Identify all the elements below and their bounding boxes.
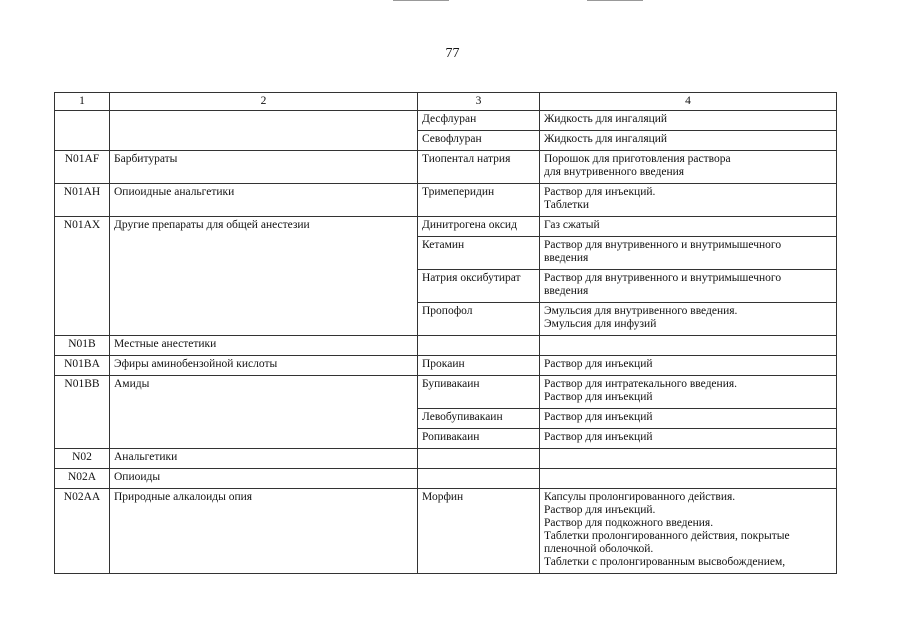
- dosage-form-line: Раствор для интратекального введения.: [544, 378, 738, 390]
- scan-artifact-line: [587, 0, 643, 1]
- table-body: [55, 111, 837, 574]
- group-name-cell: Анальгетики: [110, 449, 418, 469]
- dosage-form-line: для внутривенного введения: [544, 166, 685, 178]
- group-name-cell: Барбитураты: [110, 151, 418, 184]
- group-name-cell: Природные алкалоиды опия: [110, 489, 418, 574]
- dosage-forms-cell: [540, 237, 837, 270]
- header-row: [55, 93, 837, 111]
- drug-name-cell: Прокаин: [418, 356, 540, 376]
- dosage-form-line: Раствор для инъекций: [544, 358, 653, 370]
- drug-name-cell: [418, 469, 540, 489]
- atc-code-cell: N01AH: [55, 184, 110, 217]
- drug-name-cell: Ропивакаин: [418, 429, 540, 449]
- group-name-cell: [110, 111, 418, 151]
- drug-name-cell: Тиопентал натрия: [418, 151, 540, 184]
- atc-code-cell: N02: [55, 449, 110, 469]
- atc-code-cell: N02A: [55, 469, 110, 489]
- table-row: [55, 489, 837, 574]
- drug-name-cell: Севофлуран: [418, 131, 540, 151]
- group-name-cell: Опиоидные анальгетики: [110, 184, 418, 217]
- dosage-forms-cell: [540, 131, 837, 151]
- scan-artifact-line: [393, 0, 449, 1]
- atc-code-cell: N01BB: [55, 376, 110, 449]
- dosage-form-line: Раствор для инъекций: [544, 411, 653, 423]
- drug-table: [54, 92, 837, 574]
- dosage-forms-cell: [540, 356, 837, 376]
- page-number: 77: [445, 46, 460, 61]
- dosage-forms-cell: [540, 111, 837, 131]
- dosage-form-line: Раствор для внутривенного и внутримышечного: [544, 239, 782, 251]
- drug-name-cell: Бупивакаин: [418, 376, 540, 409]
- atc-code-cell: N01AX: [55, 217, 110, 336]
- dosage-forms-cell: [540, 449, 837, 469]
- atc-code-cell: N01B: [55, 336, 110, 356]
- header-cell: 4: [540, 93, 837, 111]
- table-row: [55, 469, 837, 489]
- dosage-form-line: Эмульсия для инфузий: [544, 318, 657, 330]
- dosage-forms-cell: [540, 376, 837, 409]
- drug-name-cell: Десфлуран: [418, 111, 540, 131]
- dosage-form-line: Жидкость для ингаляций: [544, 133, 668, 145]
- atc-code-cell: N01BA: [55, 356, 110, 376]
- drug-name-cell: [418, 449, 540, 469]
- dosage-forms-cell: [540, 336, 837, 356]
- atc-code-cell: [55, 111, 110, 151]
- dosage-forms-cell: [540, 429, 837, 449]
- table-row: [55, 151, 837, 184]
- drug-name-cell: Динитрогена оксид: [418, 217, 540, 237]
- dosage-form-line: пленочной оболочкой.: [544, 543, 654, 555]
- dosage-forms-cell: [540, 184, 837, 217]
- table-row: [55, 449, 837, 469]
- dosage-forms-cell: [540, 270, 837, 303]
- dosage-forms-cell: [540, 469, 837, 489]
- dosage-form-line: Раствор для инъекций: [544, 431, 653, 443]
- group-name-cell: Другие препараты для общей анестезии: [110, 217, 418, 336]
- header-cell: 1: [55, 93, 110, 111]
- dosage-form-line: Порошок для приготовления раствора: [544, 153, 731, 165]
- group-name-cell: Местные анестетики: [110, 336, 418, 356]
- table-row: [55, 336, 837, 356]
- header-cell: 3: [418, 93, 540, 111]
- dosage-form-line: Таблетки пролонгированного действия, покрытые: [544, 530, 790, 542]
- dosage-form-line: Раствор для подкожного введения.: [544, 517, 714, 529]
- atc-code-cell: N02AA: [55, 489, 110, 574]
- drug-name-cell: Тримеперидин: [418, 184, 540, 217]
- group-name-cell: Амиды: [110, 376, 418, 449]
- drug-name-cell: Кетамин: [418, 237, 540, 270]
- dosage-form-line: Таблетки: [544, 199, 590, 211]
- dosage-forms-cell: [540, 409, 837, 429]
- group-name-cell: Опиоиды: [110, 469, 418, 489]
- drug-name-cell: Левобупивакаин: [418, 409, 540, 429]
- dosage-forms-cell: [540, 151, 837, 184]
- group-name-cell: Эфиры аминобензойной кислоты: [110, 356, 418, 376]
- dosage-forms-cell: [540, 217, 837, 237]
- dosage-form-line: введения: [544, 252, 589, 264]
- dosage-form-line: Таблетки с пролонгированным высвобождением,: [544, 556, 786, 568]
- dosage-form-line: Жидкость для ингаляций: [544, 113, 668, 125]
- dosage-form-line: Газ сжатый: [544, 219, 600, 231]
- dosage-form-line: Раствор для инъекций.: [544, 504, 656, 516]
- dosage-form-line: Капсулы пролонгированного действия.: [544, 491, 736, 503]
- header-cell: 2: [110, 93, 418, 111]
- dosage-form-line: Эмульсия для внутривенного введения.: [544, 305, 738, 317]
- dosage-forms-cell: [540, 489, 837, 574]
- drug-name-cell: [418, 336, 540, 356]
- drug-name-cell: Морфин: [418, 489, 540, 574]
- table-row: [55, 184, 837, 217]
- dosage-form-line: Раствор для инъекций: [544, 391, 653, 403]
- table-row: [55, 376, 837, 409]
- dosage-form-line: Раствор для инъекций.: [544, 186, 656, 198]
- atc-code-cell: N01AF: [55, 151, 110, 184]
- dosage-form-line: введения: [544, 285, 589, 297]
- table-row: [55, 356, 837, 376]
- dosage-forms-cell: [540, 303, 837, 336]
- drug-name-cell: Пропофол: [418, 303, 540, 336]
- table-row: [55, 111, 837, 131]
- dosage-form-line: Раствор для внутривенного и внутримышечного: [544, 272, 782, 284]
- drug-name-cell: Натрия оксибутират: [418, 270, 540, 303]
- table-row: [55, 217, 837, 237]
